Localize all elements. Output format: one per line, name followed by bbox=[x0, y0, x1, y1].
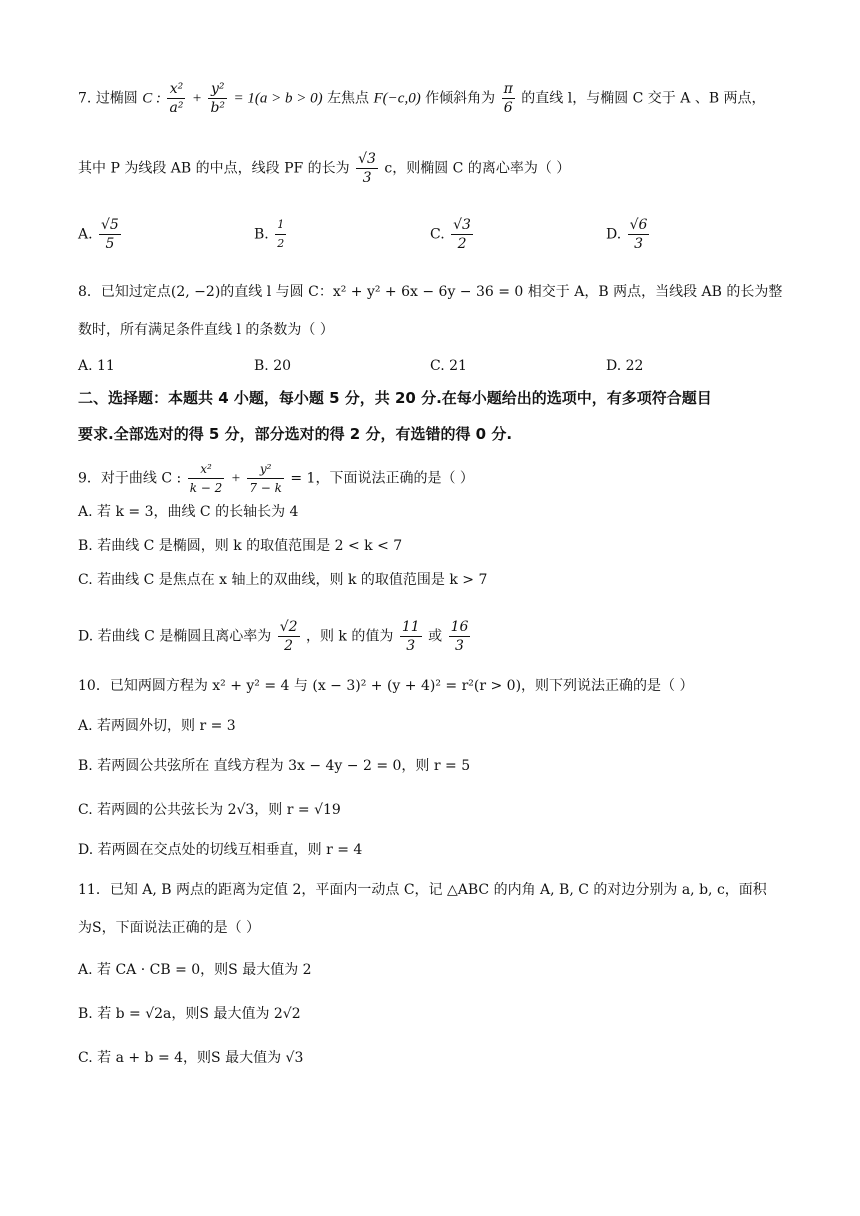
fraction-numerator: x² bbox=[188, 460, 225, 479]
q9-option-b[interactable]: B. 若曲线 C 是椭圆，则 k 的取值范围是 2 < k < 7 bbox=[78, 538, 403, 554]
fraction-denominator: a² bbox=[169, 100, 184, 116]
fraction-denominator: 2 bbox=[277, 237, 285, 250]
option-label: B. bbox=[254, 226, 269, 243]
fraction-numerator: 11 bbox=[401, 619, 420, 635]
q7-text: 的直线 l，与椭圆 C 交于 A 、B 两点， bbox=[521, 90, 766, 107]
q7-fraction-y bbox=[208, 80, 227, 117]
option-fraction bbox=[400, 618, 422, 655]
q7-option-d[interactable] bbox=[606, 216, 651, 253]
q7-fraction-x bbox=[167, 80, 185, 117]
q11-option-c[interactable]: C. 若 a + b = 4，则S 最大值为 √3 bbox=[78, 1050, 304, 1066]
q7-text: c，则椭圆 C 的离心率为（ ） bbox=[384, 160, 571, 177]
fraction-denominator: b² bbox=[210, 100, 226, 116]
q7-options bbox=[78, 216, 798, 256]
fraction-numerator: π bbox=[503, 81, 513, 97]
option-fraction bbox=[99, 216, 121, 253]
fraction-numerator: 1 bbox=[275, 216, 286, 235]
option-text: ，则 k 的值为 bbox=[305, 628, 394, 645]
option-label: A. bbox=[78, 226, 93, 243]
plus-sign: + bbox=[230, 470, 241, 487]
q8-option-c[interactable]: C. 21 bbox=[430, 358, 467, 374]
section2-heading-line1: 二、选择题：本题共 4 小题，每小题 5 分，共 20 分.在每小题给出的选项中，有多项符合题目 bbox=[78, 389, 712, 407]
fraction-numerator: y² bbox=[208, 80, 227, 99]
option-fraction bbox=[451, 216, 473, 253]
q9-stem bbox=[78, 460, 474, 497]
fraction-denominator: 3 bbox=[406, 638, 416, 654]
q8-stem-line1: 8．已知过定点(2, −2)的直线 l 与圆 C：x² + y² + 6x − 6y − 36 = 0 相交于 A，B 两点，当线段 AB 的长为整 bbox=[78, 284, 783, 300]
q7-condition: = 1(a > b > 0) bbox=[233, 90, 323, 107]
fraction-numerator: √2 bbox=[279, 619, 298, 635]
section2-heading-line2: 要求.全部选对的得 5 分，部分选对的得 2 分，有选错的得 0 分. bbox=[78, 425, 513, 443]
q8-option-a[interactable]: A. 11 bbox=[78, 358, 115, 374]
q7-pf-fraction bbox=[356, 150, 378, 187]
q7-number: 7. bbox=[78, 90, 92, 107]
option-fraction bbox=[275, 216, 286, 253]
q7-text: 过椭圆 bbox=[95, 90, 138, 107]
option-fraction bbox=[449, 618, 471, 655]
option-fraction bbox=[628, 216, 650, 253]
q8-option-b[interactable]: B. 20 bbox=[254, 358, 292, 374]
q9-option-d[interactable] bbox=[78, 618, 472, 655]
q10-option-a[interactable]: A. 若两圆外切，则 r = 3 bbox=[78, 718, 236, 734]
fraction-numerator: 16 bbox=[450, 619, 469, 635]
fraction-denominator: 6 bbox=[503, 100, 513, 116]
fraction-numerator: √6 bbox=[629, 217, 648, 233]
plus-sign: + bbox=[191, 90, 203, 107]
q7-text: 其中 P 为线段 AB 的中点，线段 PF 的长为 bbox=[78, 160, 350, 177]
option-text: 或 bbox=[428, 628, 443, 645]
fraction-denominator: 2 bbox=[457, 236, 467, 252]
q11-option-b[interactable]: B. 若 b = √2a，则S 最大值为 2√2 bbox=[78, 1006, 301, 1022]
fraction-numerator: y² bbox=[247, 460, 284, 479]
q9-option-a[interactable]: A. 若 k = 3，曲线 C 的长轴长为 4 bbox=[78, 504, 299, 520]
q7-stem-line2 bbox=[78, 150, 570, 187]
option-label: D. bbox=[606, 226, 622, 243]
fraction-numerator: √5 bbox=[101, 217, 119, 233]
q7-text: 左焦点 bbox=[327, 90, 370, 107]
fraction-denominator: k − 2 bbox=[189, 481, 223, 495]
q7-option-b[interactable] bbox=[254, 216, 288, 253]
q10-stem: 10．已知两圆方程为 x² + y² = 4 与 (x − 3)² + (y + 4)² = r²(r > 0)，则下列说法正确的是（ ） bbox=[78, 678, 694, 694]
fraction-denominator: 3 bbox=[362, 170, 372, 186]
fraction-denominator: 3 bbox=[455, 638, 464, 654]
q11-stem-line1: 11．已知 A, B 两点的距离为定值 2，平面内一动点 C，记 △ABC 的内角 A, B, C 的对边分别为 a, b, c，面积 bbox=[78, 882, 767, 898]
q7-option-c[interactable] bbox=[430, 216, 475, 253]
fraction-numerator: √3 bbox=[453, 217, 471, 233]
q7-focus: F(−c,0) bbox=[373, 90, 421, 107]
q8-stem-line2: 数时，所有满足条件直线 l 的条数为（ ） bbox=[78, 322, 334, 338]
fraction-numerator: √3 bbox=[358, 151, 376, 167]
q10-option-c[interactable]: C. 若两圆的公共弦长为 2√3，则 r = √19 bbox=[78, 802, 341, 818]
option-label: C. bbox=[430, 226, 445, 243]
fraction-denominator: 2 bbox=[284, 638, 294, 654]
q11-stem-line2: 为S，下面说法正确的是（ ） bbox=[78, 920, 261, 936]
q7-curve-name: C : bbox=[142, 90, 162, 107]
fraction-denominator: 3 bbox=[634, 236, 644, 252]
q10-option-d[interactable]: D. 若两圆在交点处的切线互相垂直，则 r = 4 bbox=[78, 842, 363, 858]
q7-option-a[interactable] bbox=[78, 216, 123, 253]
q11-option-a[interactable]: A. 若 CA · CB = 0，则S 最大值为 2 bbox=[78, 962, 312, 978]
q9-fraction-y bbox=[247, 460, 284, 497]
fraction-denominator: 5 bbox=[105, 236, 115, 252]
q9-option-c[interactable]: C. 若曲线 C 是焦点在 x 轴上的双曲线，则 k 的取值范围是 k > 7 bbox=[78, 572, 488, 588]
q9-text: = 1，下面说法正确的是（ ） bbox=[290, 470, 474, 487]
option-text: D. 若曲线 C 是椭圆且离心率为 bbox=[78, 628, 272, 645]
q9-text: 9．对于曲线 C : bbox=[78, 470, 182, 487]
q8-option-d[interactable]: D. 22 bbox=[606, 358, 644, 374]
q10-option-b[interactable]: B. 若两圆公共弦所在 直线方程为 3x − 4y − 2 = 0，则 r = 5 bbox=[78, 758, 471, 774]
fraction-numerator: x² bbox=[167, 80, 185, 99]
q7-stem-line1 bbox=[78, 80, 766, 117]
q9-fraction-x bbox=[188, 460, 225, 497]
fraction-denominator: 7 − k bbox=[249, 481, 282, 495]
q7-text: 作倾斜角为 bbox=[425, 90, 496, 107]
option-fraction bbox=[278, 618, 300, 655]
q7-angle-fraction bbox=[502, 80, 515, 117]
